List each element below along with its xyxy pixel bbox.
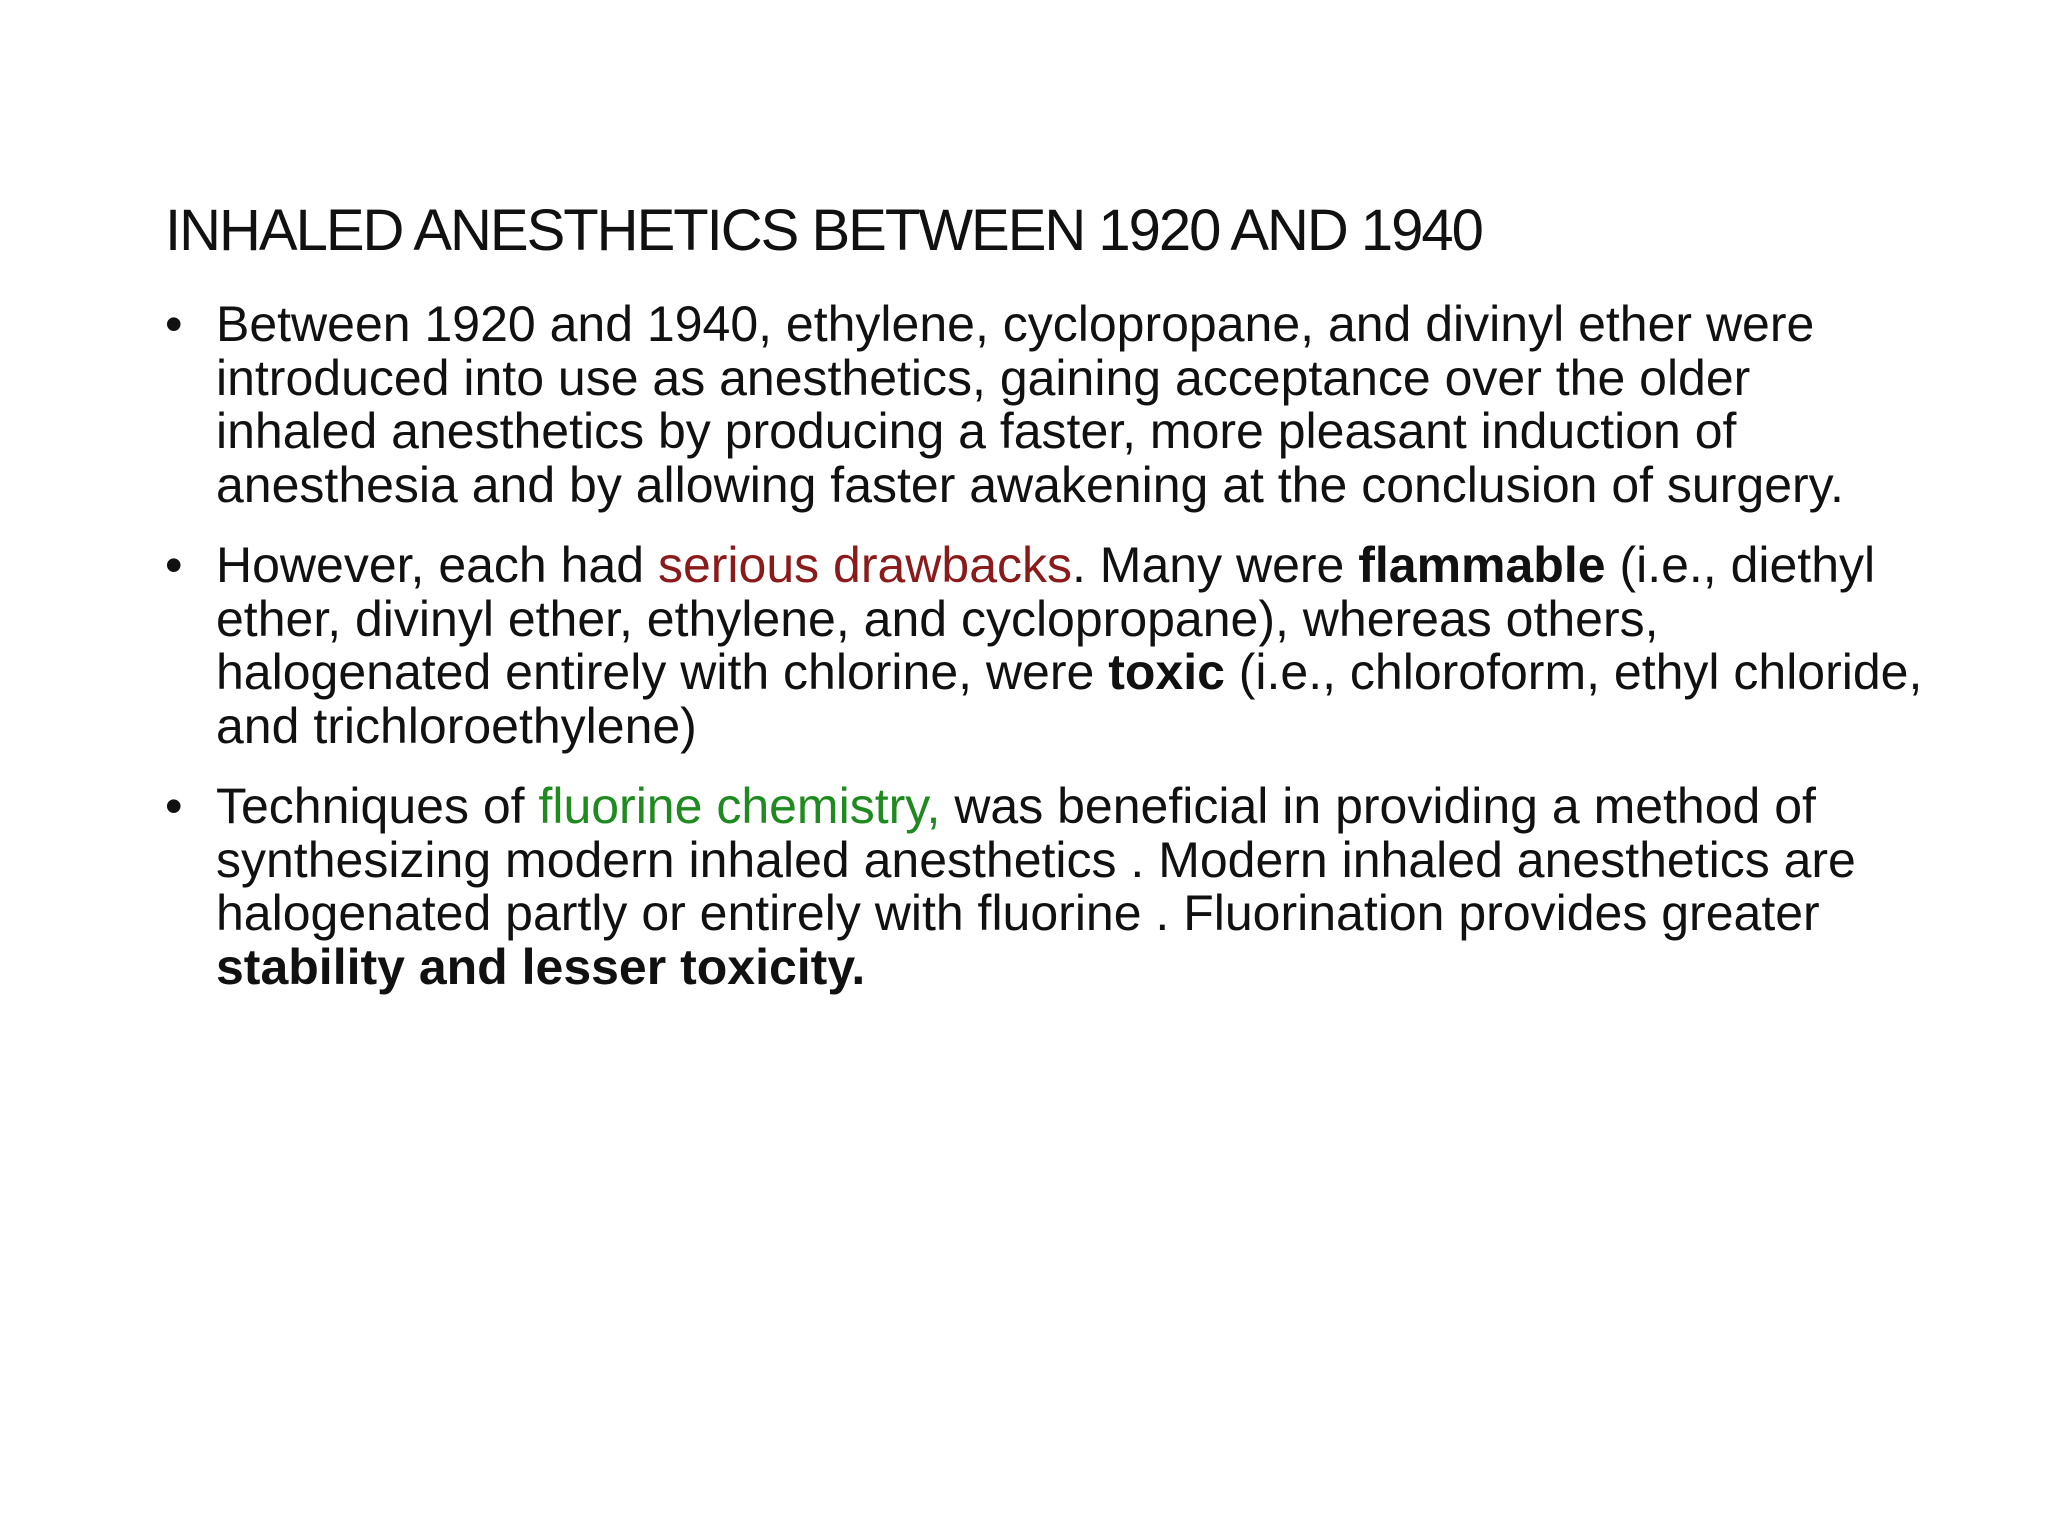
bullet-text: However, each had	[216, 537, 658, 593]
bullet-list	[165, 298, 1925, 1021]
highlight-red-text: serious drawbacks	[657, 537, 1073, 593]
bullet-text: was beneficial in providing a method of synthesizing modern inhaled anesthetics . Modern inhaled anesthetics are halogenated partly or entirely with fluorine . Fluorination provides greater	[216, 778, 1856, 941]
bullet-text: . Many were	[1072, 537, 1359, 593]
bullet-text: (i.e., chloroform, ethyl chloride, and trichloroethylene)	[216, 644, 1923, 754]
bullet-text: (i.e., diethyl ether, divinyl ether, ethylene, and cyclopropane), whereas others, halogenated entirely with chlorine, were	[216, 537, 1876, 700]
bullet-marker: •	[165, 537, 183, 593]
highlight-green-text: fluorine chemistry,	[538, 778, 941, 834]
bullet-item-3	[165, 780, 1925, 994]
bullet-marker: •	[165, 778, 183, 834]
bullet-text: Between 1920 and 1940, ethylene, cyclopropane, and divinyl ether were introduced into use as anesthetics, gaining acceptance over the older inhaled anesthetics by producing a faster, more pleasant induction of anesthesia and by allowing faster awakening at the conclusion of surgery.	[216, 296, 1844, 513]
bullet-item-2	[165, 539, 1925, 753]
bullet-item-1	[165, 298, 1925, 512]
bold-text: flammable	[1358, 537, 1606, 593]
bullet-marker: •	[165, 296, 183, 352]
slide-title: INHALED ANESTHETICS BETWEEN 1920 AND 1940	[165, 198, 1482, 263]
bold-text: stability and lesser toxicity.	[216, 938, 866, 995]
bold-text: toxic	[1108, 644, 1225, 700]
bullet-text: Techniques of	[216, 778, 539, 834]
